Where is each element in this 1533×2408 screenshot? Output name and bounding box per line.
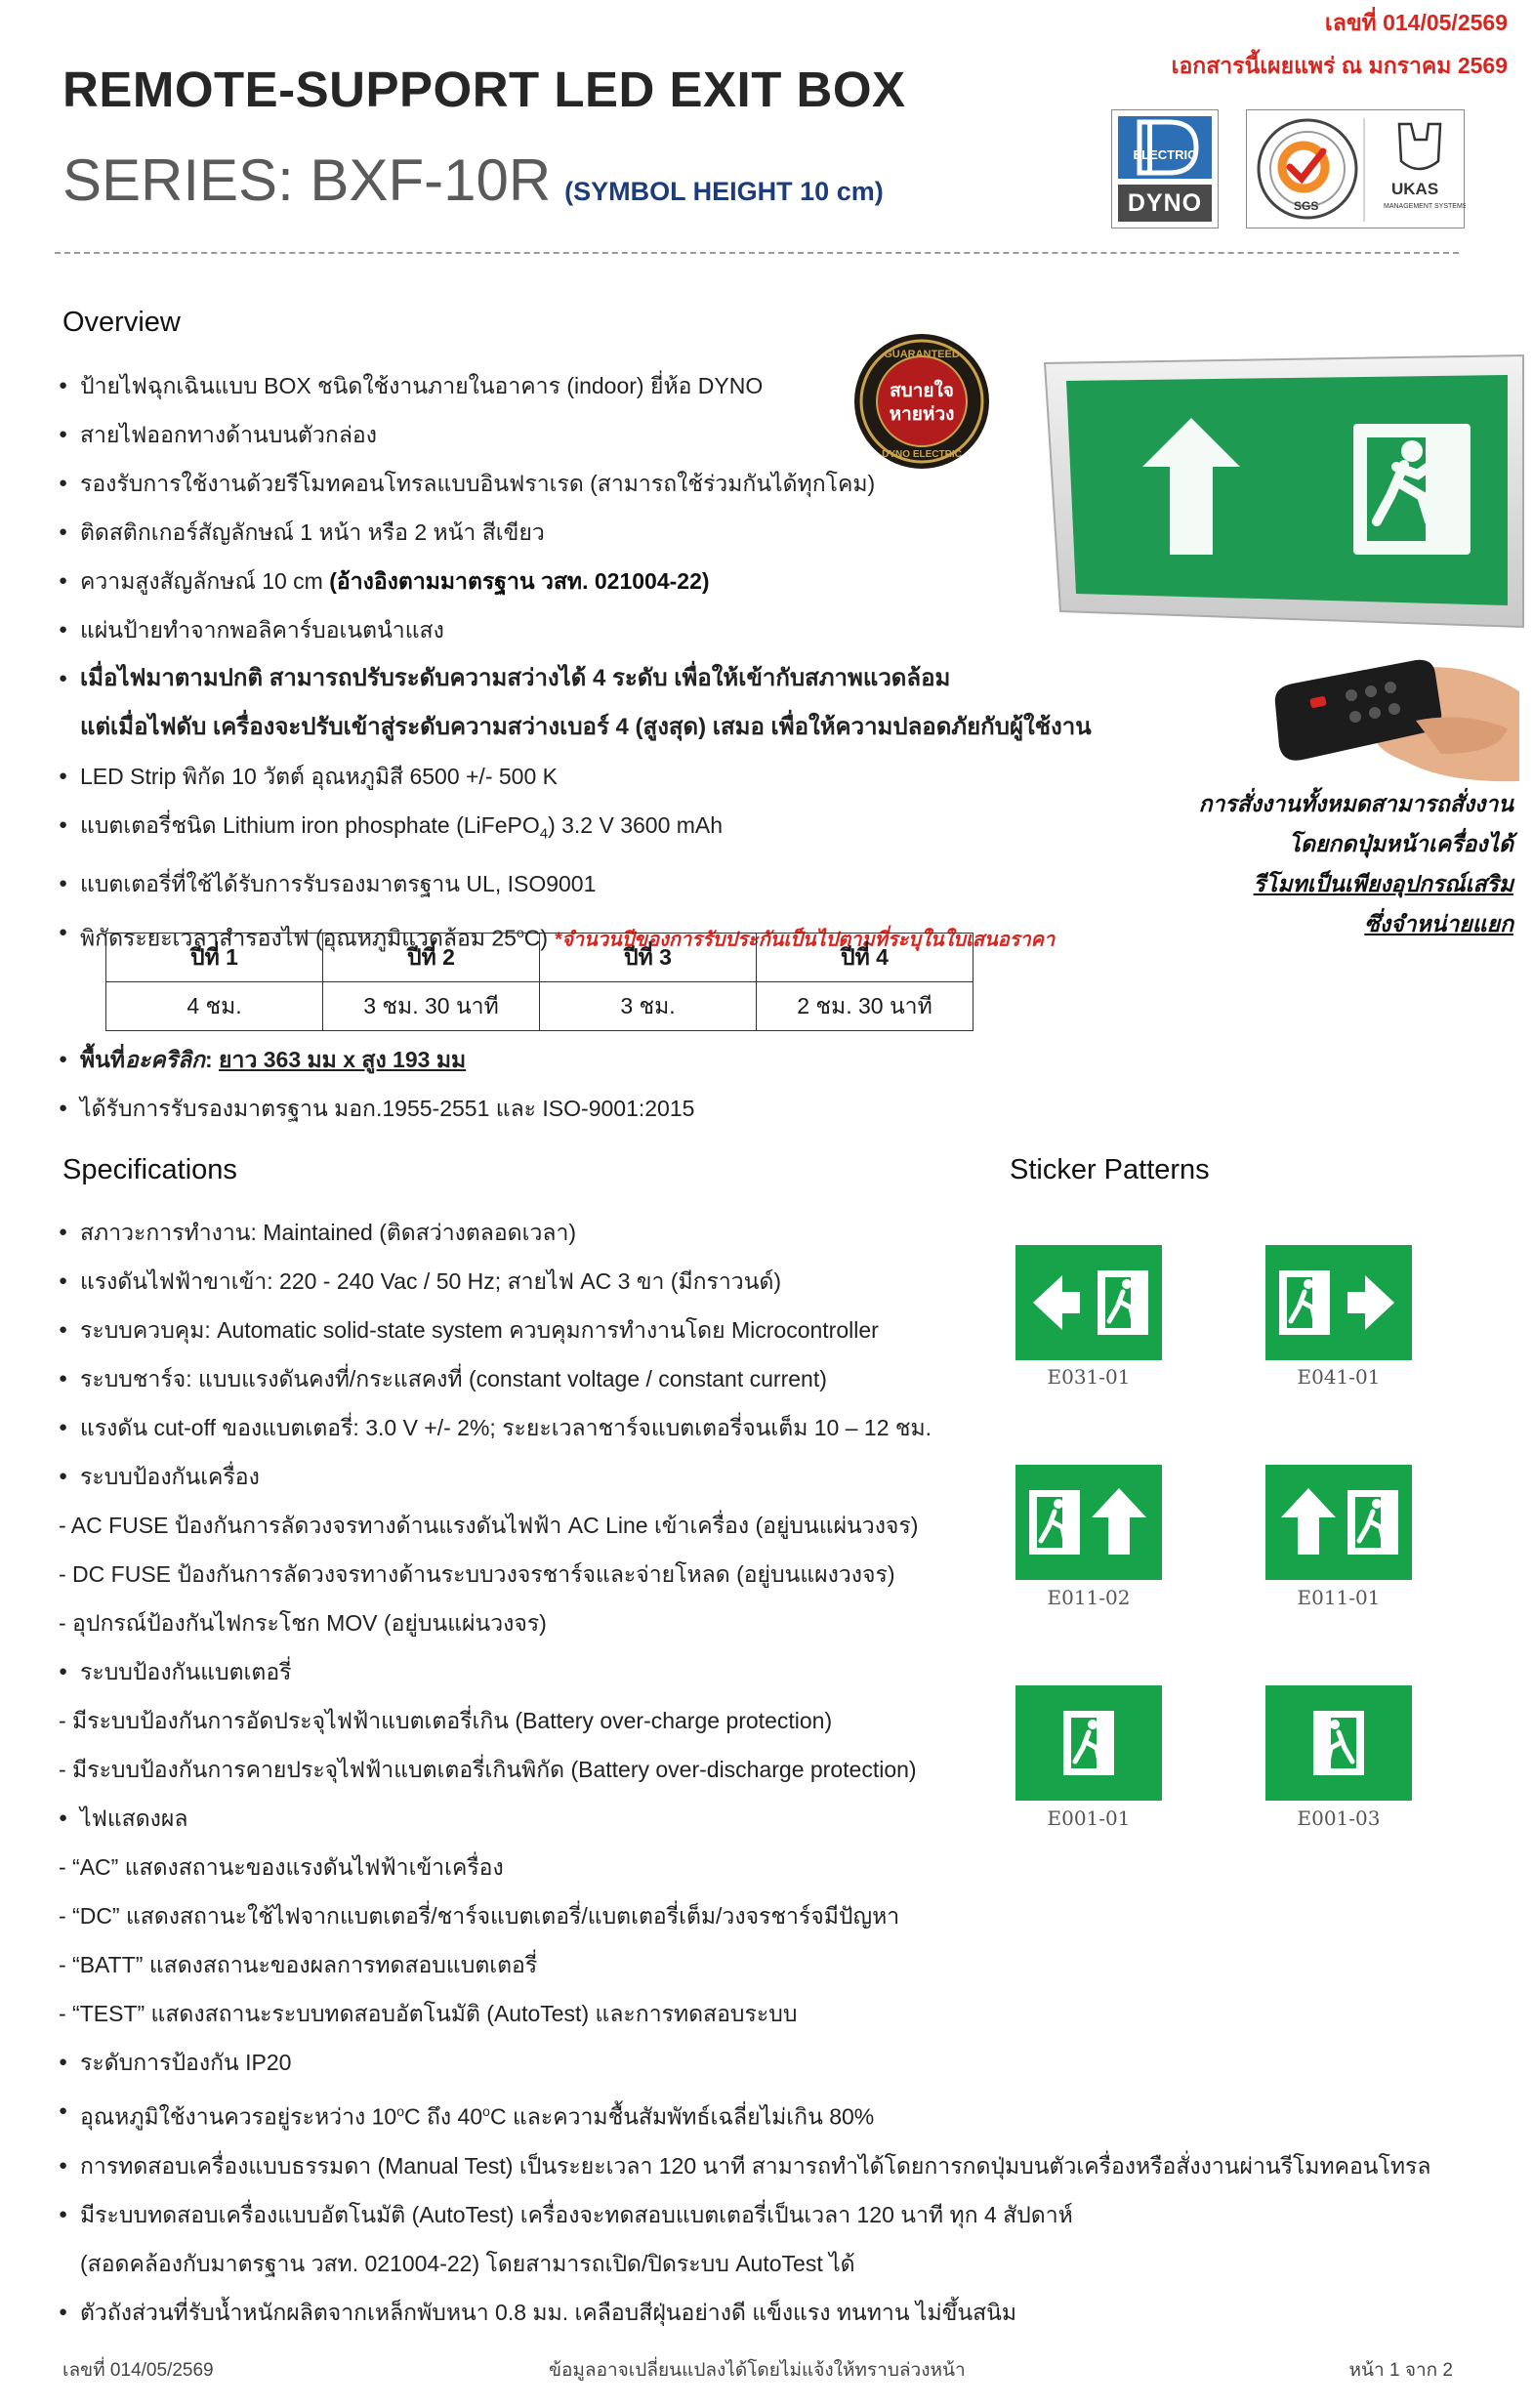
footer-doc-number: เลขที่ 014/05/2569 <box>62 2360 214 2381</box>
remote-control-photo <box>1269 652 1525 784</box>
spec-subitem: - AC FUSE ป้องกันการลัดวงจรทางด้านแรงดันไฟฟ้า AC Line เข้าเครื่อง (อยู่บนแผ่นวงจร) <box>59 1513 919 1538</box>
spec-item: ● ตัวถังส่วนที่รับน้ำหนักผลิตจากเหล็กพับหนา 0.8 มม. เคลือบสีฝุ่นอย่างดี แข็งแรง ทนทาน ไม่ขึ้นสนิม <box>59 2288 1431 2337</box>
product-photo <box>1035 350 1527 633</box>
sticker-e011-02 <box>1015 1465 1162 1580</box>
overview-item-brightness: ● เมื่อไฟมาตามปกติ สามารถปรับระดับความสว่างได้ 4 ระดับ เพื่อให้เข้ากับสภาพแวดล้อม <box>59 654 1092 703</box>
acrylic-size: ยาว 363 มม x สูง 193 มม <box>219 1047 467 1072</box>
footer-disclaimer: ข้อมูลอาจเปลี่ยนแปลงได้โดยไม่แจ้งให้ทราบล่วงหน้า <box>549 2360 966 2381</box>
spec-subitem: - อุปกรณ์ป้องกันไฟกระโชก MOV (อยู่บนแผ่นวงจร) <box>59 1610 547 1636</box>
overview-item <box>59 557 1092 605</box>
temp-text-a: อุณหภูมิใช้งานควรอยู่ระหว่าง 10 <box>80 2103 397 2130</box>
sticker-code: E011-01 <box>1297 1586 1381 1609</box>
battery-spec-text: ) 3.2 V 3600 mAh <box>548 812 724 838</box>
table-cell: 3 ชม. <box>540 982 757 1031</box>
degree-sup: o <box>396 2103 404 2119</box>
up-arrow-running-man-icon <box>1265 1465 1412 1580</box>
running-man-door-mirrored-icon <box>1265 1685 1412 1801</box>
series-line <box>62 146 884 214</box>
spec-item <box>59 2087 1431 2141</box>
publish-date: เอกสารนี้เผยแพร่ ณ มกราคม 2569 <box>1171 53 1508 78</box>
left-arrow-running-man-icon <box>1015 1245 1162 1360</box>
symbol-height-text: ความสูงสัญลักษณ์ 10 cm <box>80 568 330 594</box>
sticker-code: E001-03 <box>1297 1806 1381 1830</box>
sticker-e001-01 <box>1015 1685 1162 1801</box>
spec-item: ● ไฟแสดงผล <box>59 1794 1431 1843</box>
remote-note-line: โดยกดปุ่มหน้าเครื่องได้ <box>1288 831 1513 856</box>
remote-note-line: รีโมทเป็นเพียงอุปกรณ์เสริม <box>1253 871 1513 896</box>
battery-subscript: 4 <box>539 825 549 843</box>
overview-item-acrylic <box>59 1035 694 1084</box>
spec-item: ● ระบบป้องกันแบตเตอรี่ <box>59 1647 1431 1696</box>
spec-subitem: - มีระบบป้องกันการอัดประจุไฟฟ้าแบตเตอรี่เกิน (Battery over-charge protection) <box>59 1708 833 1733</box>
sticker-code: E041-01 <box>1297 1365 1381 1389</box>
table-cell: 4 ชม. <box>106 982 323 1031</box>
spec-subitem: - มีระบบป้องกันการคายประจุไฟฟ้าแบตเตอรี่เกินพิกัด (Battery over-discharge protection) <box>59 1757 917 1782</box>
badge-th-line1: สบายใจ <box>890 380 954 401</box>
spec-item: ● การทดสอบเครื่องแบบธรรมดา (Manual Test) เป็นระยะเวลา 120 นาที สามารถทำได้โดยการกดปุ่มบนตัวเครื่องหรือสั่งงานผ่านรีโมทคอนโทรล <box>59 2141 1431 2190</box>
table-header: ปีที่ 1 <box>106 934 323 982</box>
sticker-e041-01 <box>1265 1245 1412 1360</box>
acrylic-word: อะคริลิก <box>125 1047 205 1072</box>
remote-note-line: ซึ่งจำหน่ายแยก <box>1364 911 1513 936</box>
spec-subitem: - DC FUSE ป้องกันการลัดวงจรทางด้านระบบวงจรชาร์จและจ่ายโหลด (อยู่บนแผงวงจร) <box>59 1561 895 1587</box>
table-header: ปีที่ 2 <box>323 934 540 982</box>
specifications-list <box>59 1208 1431 2337</box>
sticker-code: E011-02 <box>1047 1586 1131 1609</box>
backup-time-text: พิกัดระยะเวลาสำรองไฟ (อุณหภูมิแวดล้อม 25 <box>80 925 517 951</box>
ukas-text: UKAS <box>1391 180 1439 198</box>
backup-time-unit: C) <box>523 925 555 951</box>
running-man-up-arrow-icon <box>1015 1465 1162 1580</box>
spec-item: ● ระบบป้องกันเครื่อง <box>59 1452 1431 1501</box>
degree-sup: o <box>482 2103 490 2119</box>
sticker-e031-01 <box>1015 1245 1162 1360</box>
table-cell: 2 ชม. 30 นาที <box>757 982 974 1031</box>
series-name: SERIES: BXF-10R <box>62 147 552 213</box>
table-header-row <box>106 934 974 982</box>
sticker-patterns-heading: Sticker Patterns <box>1010 1154 1210 1185</box>
document-number: เลขที่ 014/05/2569 <box>1324 10 1508 35</box>
exit-box-product-image <box>1035 350 1527 633</box>
table-header: ปีที่ 3 <box>540 934 757 982</box>
overview-item: ● ติดสติกเกอร์สัญลักษณ์ 1 หน้า หรือ 2 หน้า สีเขียว <box>59 508 1092 557</box>
spec-subitem: - “TEST” แสดงสถานะระบบทดสอบอัตโนมัติ (AutoTest) และการทดสอบระบบ <box>59 2001 798 2026</box>
sticker-e001-03 <box>1265 1685 1412 1801</box>
spec-item: ● แรงดันไฟฟ้าขาเข้า: 220 - 240 Vac / 50 Hz; สายไฟ AC 3 ขา (มีกราวนด์) <box>59 1257 1431 1306</box>
sgs-iso-seal-icon <box>1247 110 1466 229</box>
spec-item: ● ระบบชาร์จ: แบบแรงดันคงที่/กระแสคงที่ (constant voltage / constant current) <box>59 1354 1431 1403</box>
overview-item: ● รองรับการใช้งานด้วยรีโมทคอนโทรลแบบอินฟราเรด (สามารถใช้ร่วมกันได้ทุกโคม) <box>59 459 1092 508</box>
table-cell: 3 ชม. 30 นาที <box>323 982 540 1031</box>
spec-subitem: - “BATT” แสดงสถานะของผลการทดสอบแบตเตอรี่ <box>59 1952 538 1977</box>
spec-item: ● มีระบบทดสอบเครื่องแบบอัตโนมัติ (AutoTest) เครื่องจะทดสอบแบตเตอรี่เป็นเวลา 120 นาที ทุก 4 สัปดาห์ <box>59 2190 1431 2239</box>
overview-item: ● ป้ายไฟฉุกเฉินแบบ BOX ชนิดใช้งานภายในอาคาร (indoor) ยี่ห้อ DYNO <box>59 361 1092 410</box>
overview-heading: Overview <box>62 307 181 338</box>
ukas-sub-text: MANAGEMENT SYSTEMS <box>1384 203 1466 210</box>
sticker-e011-01 <box>1265 1465 1412 1580</box>
table-header: ปีที่ 4 <box>757 934 974 982</box>
certification-logos <box>1246 109 1465 228</box>
dyno-logo-wordmark: DYNO <box>1118 185 1212 222</box>
remote-note <box>1199 784 1513 944</box>
battery-type-text: แบตเตอรี่ชนิด Lithium iron phosphate (LiFePO <box>80 812 540 838</box>
spec-subitem: - “AC” แสดงสถานะของแรงดันไฟฟ้าเข้าเครื่อง <box>59 1854 504 1880</box>
sticker-code: E031-01 <box>1047 1365 1131 1389</box>
header-divider <box>55 252 1459 254</box>
degree-sup: o <box>516 924 524 940</box>
specifications-heading: Specifications <box>62 1154 237 1185</box>
overview-list-2 <box>59 1035 694 1133</box>
overview-item: ● ได้รับการรับรองมาตรฐาน มอก.1955-2551 และ ISO-9001:2015 <box>59 1084 694 1133</box>
spec-item-cont: (สอดคล้องกับมาตรฐาน วสท. 021004-22) โดยสามารถเปิด/ปิดระบบ AutoTest ได้ <box>80 2250 855 2276</box>
overview-item: ● แบตเตอรี่ที่ใช้ได้รับการรับรองมาตรฐาน UL, ISO9001 <box>59 859 1092 908</box>
spec-item: ● ระบบควบคุม: Automatic solid-state system ควบคุมการทำงานโดย Microcontroller <box>59 1306 1431 1354</box>
dyno-logo-electric: ELECTRIC <box>1133 147 1197 162</box>
badge-bottom-text: DYNO ELECTRIC <box>882 449 962 460</box>
spec-item: ● สภาวะการทำงาน: Maintained (ติดสว่างตลอดเวลา) <box>59 1208 1431 1257</box>
spec-item: ● แรงดัน cut-off ของแบตเตอรี่: 3.0 V +/- 2%; ระยะเวลาชาร์จแบตเตอรี่จนเต็ม 10 – 12 ชม. <box>59 1403 1431 1452</box>
temp-text-c: C และความชื้นสัมพัทธ์เฉลี่ยไม่เกิน 80% <box>489 2103 875 2130</box>
acrylic-colon: : <box>204 1047 220 1072</box>
page-title: REMOTE-SUPPORT LED EXIT BOX <box>62 62 906 117</box>
remote-note-line: การสั่งงานทั้งหมดสามารถสั่งงาน <box>1198 791 1513 816</box>
warranty-note: *จำนวนปีของการรับประกันเป็นไปตามที่ระบุในใบเสนอราคา <box>554 929 1056 951</box>
symbol-height: (SYMBOL HEIGHT 10 cm) <box>564 177 884 206</box>
spec-item: ● ระดับการป้องกัน IP20 <box>59 2038 1431 2087</box>
running-man-right-arrow-icon <box>1265 1245 1412 1360</box>
running-man-door-icon <box>1015 1685 1162 1801</box>
overview-item: ● สายไฟออกทางด้านบนตัวกล่อง <box>59 410 1092 459</box>
standard-reference: (อ้างอิงตามมาตรฐาน วสท. 021004-22) <box>329 568 710 594</box>
acrylic-label: พื้นที่ <box>80 1047 126 1072</box>
badge-top-text: GUARANTEED <box>884 349 960 360</box>
overview-item: ● LED Strip พิกัด 10 วัตต์ อุณหภูมิสี 6500 +/- 500 K <box>59 752 1092 801</box>
badge-th-line2: หายห่วง <box>889 403 955 425</box>
table-row <box>106 982 974 1031</box>
sgs-text: SGS <box>1294 199 1319 213</box>
dyno-logo <box>1111 109 1219 228</box>
backup-time-table <box>105 933 974 1031</box>
remote-control-in-hand-icon <box>1269 652 1525 784</box>
overview-list <box>59 361 1092 964</box>
overview-item <box>59 801 1092 859</box>
temp-text-b: C ถึง 40 <box>404 2103 483 2130</box>
spec-subitem: - “DC” แสดงสถานะใช้ไฟจากแบตเตอรี่/ชาร์จแบตเตอรี่/แบตเตอรี่เต็ม/วงจรชาร์จมีปัญหา <box>59 1903 900 1929</box>
sticker-code: E001-01 <box>1047 1806 1131 1830</box>
overview-item: ● แผ่นป้ายทำจากพอลิคาร์บอเนตนำแสง <box>59 605 1092 654</box>
footer-page-number: หน้า 1 จาก 2 <box>1348 2360 1453 2381</box>
overview-item-brightness-cont: แต่เมื่อไฟดับ เครื่องจะปรับเข้าสู่ระดับความสว่างเบอร์ 4 (สูงสุด) เสมอ เพื่อให้ความปลอดภัยกับผู้ใช้งาน <box>80 714 1092 740</box>
